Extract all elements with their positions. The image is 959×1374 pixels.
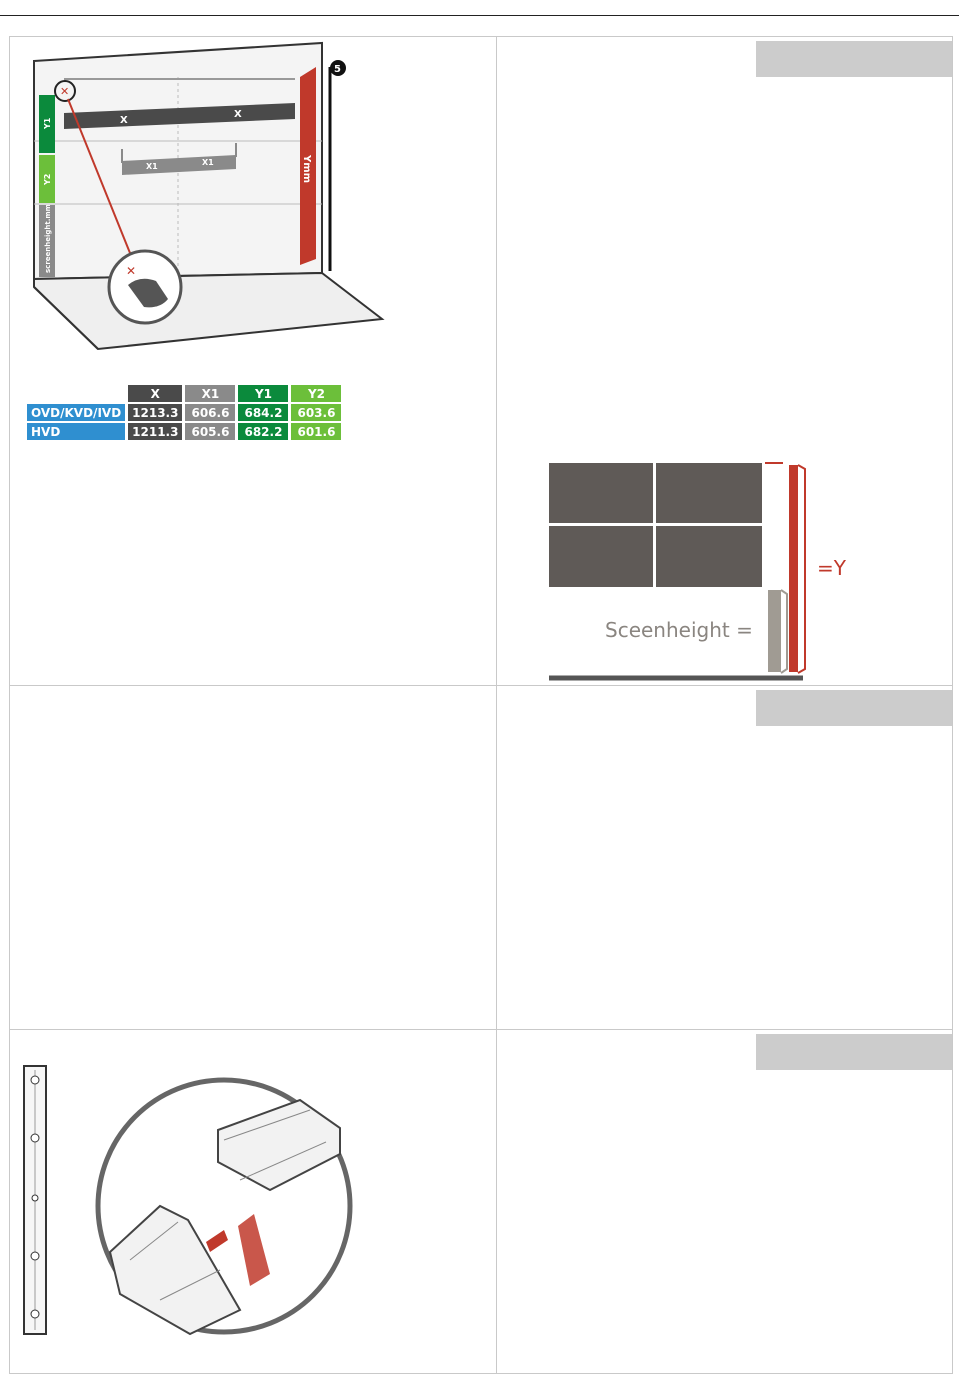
step-cell-measure xyxy=(9,36,497,686)
rail-connector-illustration xyxy=(10,1030,496,1373)
col-header-x: X xyxy=(128,385,182,402)
table-row xyxy=(27,404,341,421)
cell-y2: 601.6 xyxy=(291,423,341,440)
language-tab xyxy=(756,1034,952,1070)
cell-x1: 605.6 xyxy=(185,423,235,440)
cell-x: 1211.3 xyxy=(128,423,182,440)
table-row xyxy=(27,423,341,440)
row-label: HVD xyxy=(27,423,125,440)
wall-measure-illustration xyxy=(10,37,410,367)
x-label-right: X xyxy=(234,109,242,120)
col-header-x1: X1 xyxy=(185,385,235,402)
step-number: 5 xyxy=(334,64,341,75)
language-tab xyxy=(756,690,952,726)
step-cell-rail xyxy=(9,1029,497,1374)
step-cell-blank xyxy=(9,685,497,1030)
y2-label: Y2 xyxy=(43,173,52,185)
y-formula: =Y xyxy=(817,556,846,580)
cell-y1: 684.2 xyxy=(238,404,288,421)
ymm-label: Ymm xyxy=(301,155,312,184)
cell-y2: 603.6 xyxy=(291,404,341,421)
step-cell-rail-text xyxy=(496,1029,953,1374)
x1-label-right: X1 xyxy=(202,158,214,167)
x1-label-left: X1 xyxy=(146,162,158,171)
step-cell-text xyxy=(496,685,953,1030)
svg-text:✕: ✕ xyxy=(126,264,137,278)
col-header-y1: Y1 xyxy=(238,385,288,402)
cell-x: 1213.3 xyxy=(128,404,182,421)
cell-y1: 682.2 xyxy=(238,423,288,440)
instruction-grid xyxy=(9,36,953,1374)
screen-wall-diagram xyxy=(497,37,953,687)
col-header-y2: Y2 xyxy=(291,385,341,402)
cell-x1: 606.6 xyxy=(185,404,235,421)
svg-text:✕: ✕ xyxy=(60,86,70,98)
screenheight-formula: Sceenheight = xyxy=(605,618,753,642)
y1-label: Y1 xyxy=(43,117,52,129)
row-label: OVD/KVD/IVD xyxy=(27,404,125,421)
spec-table xyxy=(24,383,344,442)
screenheight-label: screenheight.mm xyxy=(44,204,52,273)
step-cell-wall-height xyxy=(496,36,953,686)
x-label-left: X xyxy=(120,115,128,126)
header-rule xyxy=(0,15,959,16)
